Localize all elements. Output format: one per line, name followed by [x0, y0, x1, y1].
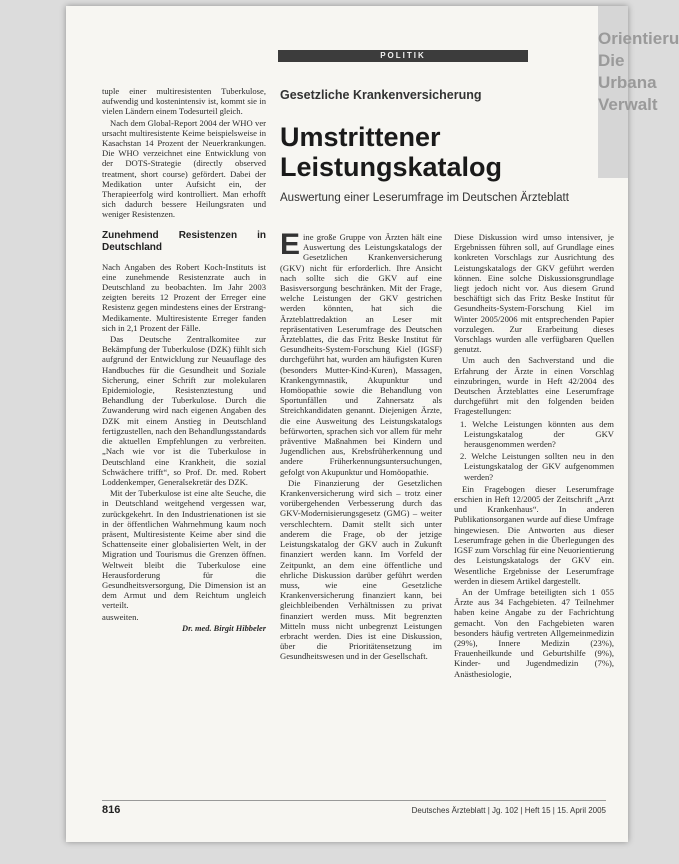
author-signature: Dr. med. Birgit Hibbeler	[182, 623, 266, 633]
paragraph: ine große Gruppe von Ärzten hält eine Auswertung des Leistungskatalogs der Gesetzlichen Krankenversicherung (GKV) nicht für erforderlich. Ihre Ansicht nach sollte sich die GKV auf eine Basisversorgung beschränken. Mit der Frage, welche Leistungen der GKV gestrichen werden könnten, hat sich die Ärzteblattredaktion an Leser mit repräsentativen Leserumfrage des Deutschen Ärzteblattes, die das Fritz Beske Institut für Gesundheits-System-Forschung Kiel (IGSF) durchgeführt hat, wurden am häufigsten Kuren (besonders Mutter-Kind-Kuren), Massagen, Krankengymnastik, Akupunktur und Homöopathie sowie die Behandlung von Sportunfällen und Zahnersatz als Streichkandidaten genannt. Diejenigen Ärzte, die eine Ausweitung des Leistungskatalogs befürworten, sprachen sich vor allem für mehr präventive Maßnahmen bei Kindern und Jugendlichen aus, Krebsfrüherkennung und andere Früherkennungsuntersuchungen, gefolgt von Akupunktur und Homöopathie.	[280, 232, 442, 477]
paragraph: Um auch den Sachverstand und die Erfahrung der Ärzte in einen Vorschlag einzubringen, wurde in Heft 42/2004 des Deutschen Ärzteblattes eine Leserumfrage durchgeführt mit den folgenden beiden Fragestellungen:	[454, 355, 614, 417]
article-subheadline: Auswertung einer Leserumfrage im Deutschen Ärzteblatt	[280, 192, 569, 204]
paragraph: Die Finanzierung der Gesetzlichen Krankenversicherung wird sich – trotz einer vorübergehenden Verbesserung durch das GKV-Modernisierungsgesetz (GMG) – weiter verschlechtern. Damit stellt sich unter anderem die Frage, ob der jetzige Leistungskatalog der GKV auch in Zukunft finanziert werden kann. Im Vorfeld der Zeitpunkt, an dem eine öffentliche und ehrliche Diskussion darüber geführt werden muss, wie eine Gesetzliche Krankenversicherung finanziert kann, bei gleichbleibenden Verhältnissen zu privat finanziert werden muss. Mit begrenzten Mitteln muss nicht unbegrenzt Leistungen erbracht werden. Dies ist eine Diskussion, über die Prioritätensetzung im Gesundheitswesen und in der Gesellschaft.	[280, 477, 442, 662]
paragraph: tuple einer multiresistenten Tuberkulose, aufwendig und kostenintensiv ist, kommt sie in vielen Ländern einem Todesurteil gleich.	[102, 86, 266, 117]
page-number: 816	[102, 804, 121, 816]
paragraph: Das Deutsche Zentralkomitee zur Bekämpfung der Tuberkulose (DZK) fühlt sich aufgrund der Entwicklung zur Neuauflage des Handbuches für die Gesundheit und Soziale Sicherung, einer Schrift zur molekularen Epidemiologie, Resistenztestung und Behandlung der Tuberkulose. Durch die Zuwanderung wird nach eigenen Angaben des DZK mit einem Anstieg in Deutschland fertigzustellen, nach den Behandlungsstandards die aktuellen Empfehlungen zu verbreiten. „Nach wie vor ist die Tuberkulose in Deutschland eine Krankheit, die sozial Schwächere trifft“, so Prof. Dr. med. Robert Loddenkemper, Generalsekretär des DZK.	[102, 334, 266, 487]
drop-cap: E	[280, 228, 301, 261]
paragraph: Mit der Tuberkulose ist eine alte Seuche, die in Deutschland weitgehend vergessen war, zurückgekehrt. In den Industrienationen ist sie in der öffentlichen Wahrnehmung kaum noch präsent, Multiresistente Keime aber sind die Schattenseite einer globalisierten Welt, in der Migration und Tourismus die Grenzen öffnen. Weltweit bleibt die Tuberkulose eine Herausforderung für die Gesundheitsversorgung, Die Dimension ist an dem Armut und dem Reichtum ungleich verteilt.	[102, 488, 266, 611]
paragraph: ausweiten.	[102, 611, 139, 622]
article-headline: Umstrittener Leistungskatalog	[280, 122, 503, 182]
left-column	[102, 86, 266, 634]
paragraph: Nach dem Global-Report 2004 der WHO ver ursacht multiresistente Keime beispielsweise in Kasachstan 14 Prozent der Neuerkrankungen. Die WHO verzeichnet eine Entwicklung von der DOTS-Strategie (directly observed treatment, short course) gefördert. Dabei der Medikation unter Aufsicht ein, der Therapieerfolg wird kontrolliert. Man erhofft sich dadurch bessere Heilungsraten und weniger Resistenzen.	[102, 117, 266, 220]
paragraph: Nach Angaben des Robert Koch-Instituts ist eine zunehmende Resistenzrate auch in Deutschland zu beobachten. Im Jahr 2003 zeigten bereits 12 Prozent der Erreger eine Resistenz gegen mindestens eines der Erstrang-Medikamente. Multiresistente Erreger fanden sich in 2,1 Prozent der Fälle.	[102, 261, 266, 333]
journal-page	[66, 6, 679, 842]
journal-citation: Deutsches Ärzteblatt | Jg. 102 | Heft 15 | 15. April 2005	[411, 806, 606, 815]
paragraph: Ein Fragebogen dieser Leserumfrage erschien in Heft 12/2005 der Zeitschrift „Arzt und Krankenhaus“. In anderen Publikationsorganen wurde auf diese Umfrage hingewiesen. Die Antworten aus dieser Leserumfrage gehen in die Überlegungen des IGSF zum Vorschlag für eine Neuorientierung des Leistungskatalogs der GKV ein. Wesentliche Ergebnisse der Leserumfrage werden in diesem Artikel dargestellt.	[454, 483, 614, 586]
survey-question: 2. Welche Leistungen sollten neu in den Leistungskatalog der GKV aufgenommen werden?	[460, 451, 614, 482]
right-column	[454, 232, 614, 680]
article-kicker: Gesetzliche Krankenversicherung	[280, 88, 482, 102]
paragraph: An der Umfrage beteiligten sich 1 055 Ärzte aus 34 Fachgebieten. 47 Teilnehmer haben keine Angabe zu der Fachrichtung gemacht. Von den Fachgebieten waren besonders häufig vertreten Allgemeinmedizin (29%), Innere Medizin (23%), Frauenheilkunde und Geburtshilfe (9%), Kinder- und Jugendmedizin (7%), Anästhesiologie,	[454, 586, 614, 679]
middle-column	[280, 228, 442, 663]
column-subheading: Zunehmend Resistenzen in Deutschland	[102, 229, 266, 253]
survey-question: 1. Welche Leistungen könnten aus dem Leistungskatalog der GKV herausgenommen werden?	[460, 418, 614, 450]
paragraph: Diese Diskussion wird umso intensiver, je Ergebnissen führen soll, auf Grundlage eines konkreten Vorschlags zur Ausrichtung des Leistungskatalogs der GKV geführt werden können. Eine solche Diskussionsgrundlage liegt jedoch nicht vor. Aus diesem Grund beschäftigt sich das Fritz Beske Institut für Gesundheits-System-Forschung Kiel im Winter 2005/2006 mit entsprechenden Papier vorzulegen. Zur Erarbeitung dieses Vorschlags wurden alle verfügbaren Quellen genutzt.	[454, 232, 614, 355]
footer-divider	[102, 800, 606, 801]
section-label: POLITIK	[278, 50, 528, 62]
adjacent-page-edge: Orientieru Die Urbana Verwalt	[598, 6, 628, 178]
